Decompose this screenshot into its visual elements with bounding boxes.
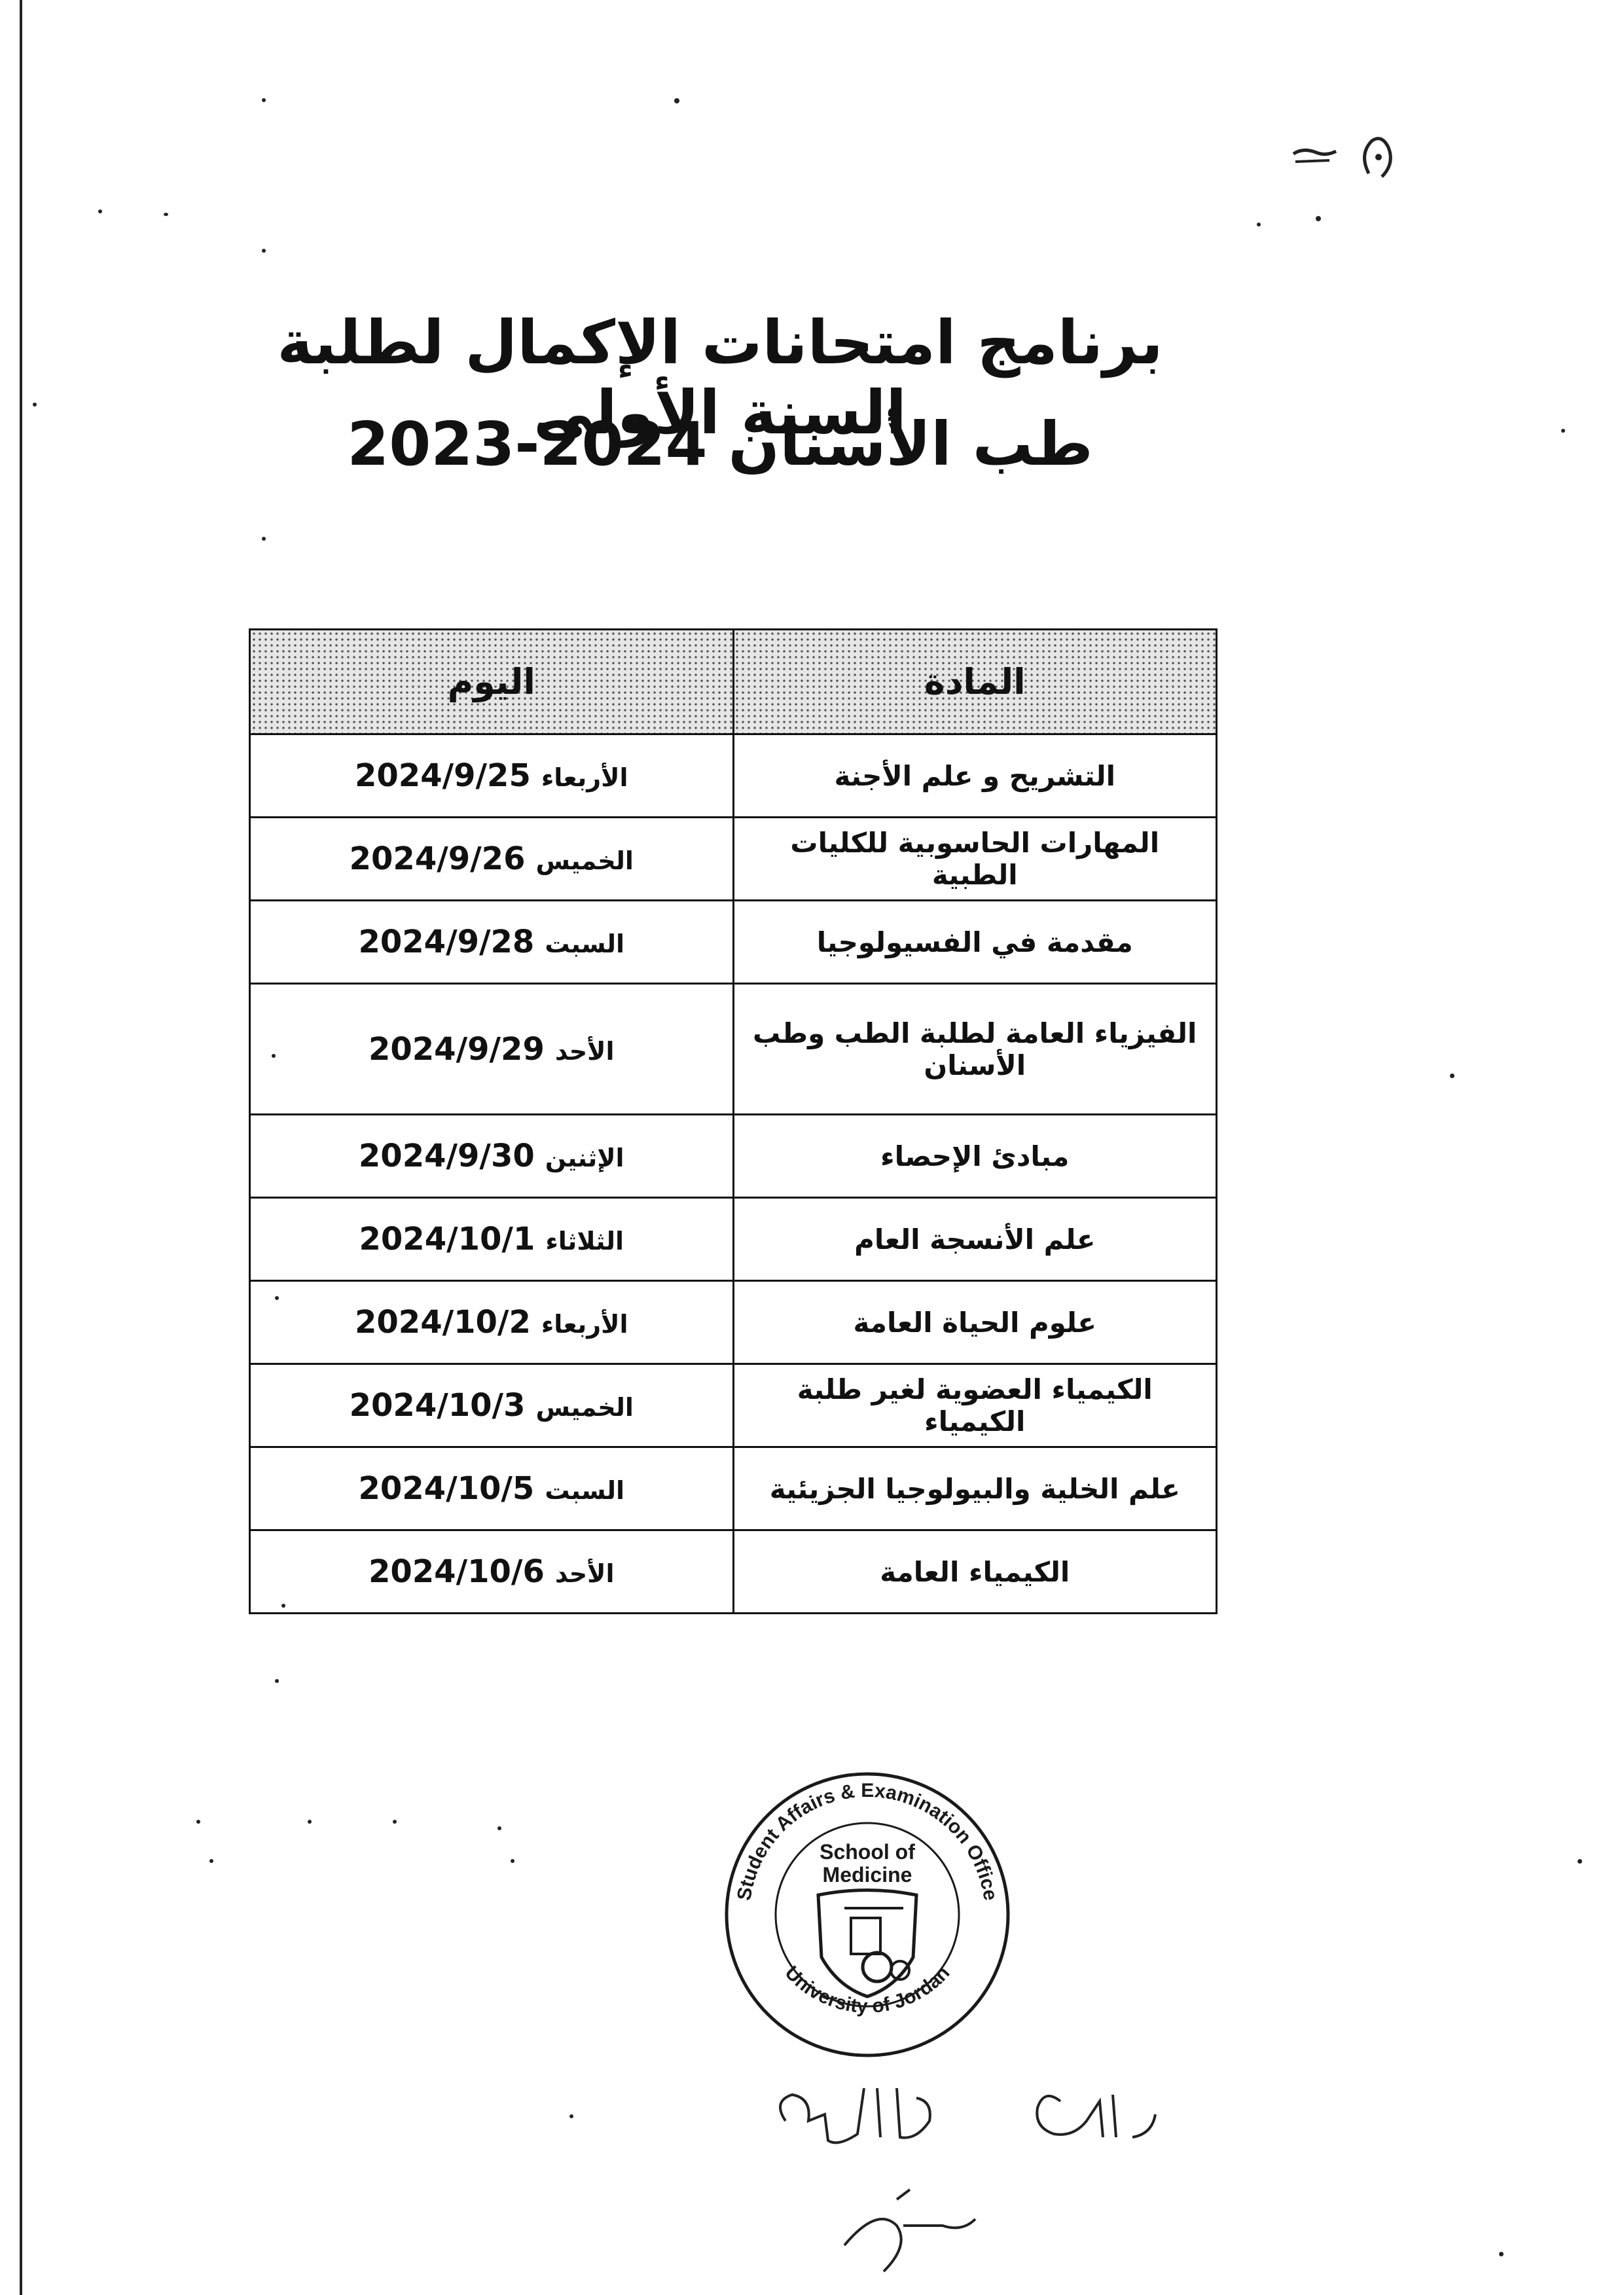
svg-text:University of Jordan xyxy=(780,1962,954,2017)
day-cell xyxy=(250,818,734,901)
title-faculty: طب الأسنان xyxy=(728,409,1093,479)
subject-cell: مبادئ الإحصاء xyxy=(733,1115,1217,1198)
handwritten-signature xyxy=(746,2075,1172,2291)
scan-speck xyxy=(511,1859,514,1863)
exam-date: 2024/10/6 xyxy=(368,1553,545,1590)
header-day: اليوم xyxy=(250,630,734,734)
table-row xyxy=(250,1115,1217,1198)
scan-speck xyxy=(393,1820,397,1824)
exam-date: 2024/9/30 xyxy=(358,1138,535,1174)
exam-date: 2024/9/29 xyxy=(368,1030,545,1068)
exam-date: 2024/10/5 xyxy=(358,1470,535,1507)
scan-speck xyxy=(164,213,168,216)
table-row xyxy=(250,984,1217,1115)
stamp-bottom-text: University of Jordan xyxy=(780,1962,954,2017)
day-cell xyxy=(250,1447,734,1530)
scan-speck xyxy=(262,249,266,253)
scan-speck xyxy=(196,1820,200,1824)
day-cell xyxy=(250,1281,734,1364)
day-name: الخميس xyxy=(535,1393,634,1422)
table-row xyxy=(250,1281,1217,1364)
subject-cell: علوم الحياة العامة xyxy=(733,1281,1217,1364)
subject-cell: علم الخلية والبيولوجيا الجزيئية xyxy=(733,1447,1217,1530)
scan-speck xyxy=(275,1679,279,1683)
exam-date: 2024/9/25 xyxy=(355,757,531,794)
scan-speck xyxy=(262,98,266,102)
document-title-line2 xyxy=(196,409,1244,479)
day-name: السبت xyxy=(545,1476,625,1505)
table-row xyxy=(250,1198,1217,1281)
scan-speck xyxy=(209,1859,213,1863)
day-cell xyxy=(250,1115,734,1198)
day-name: السبت xyxy=(545,930,625,958)
day-name: الثلاثاء xyxy=(545,1227,624,1256)
scan-speck xyxy=(308,1820,312,1824)
exam-schedule-table xyxy=(249,628,1218,1614)
stamp-center-line1: School of xyxy=(820,1840,915,1864)
scan-speck xyxy=(1316,216,1321,221)
scan-speck xyxy=(98,209,102,213)
scan-speck xyxy=(569,2114,573,2118)
day-name: الأربعاء xyxy=(541,1310,628,1339)
header-subject: المادة xyxy=(733,630,1217,734)
table-row xyxy=(250,901,1217,984)
scan-speck xyxy=(1257,223,1261,226)
table-row xyxy=(250,1447,1217,1530)
table-row xyxy=(250,1364,1217,1447)
day-cell xyxy=(250,1530,734,1614)
day-name: الأحد xyxy=(554,1559,615,1588)
subject-cell: الكيمياء العامة xyxy=(733,1530,1217,1614)
scan-speck xyxy=(674,98,679,103)
stamp-center-line2: Medicine xyxy=(822,1863,912,1887)
document-title-line1: برنامج امتحانات الإكمال لطلبة السنة الأولى xyxy=(277,308,1163,448)
day-cell xyxy=(250,1364,734,1447)
subject-cell: المهارات الحاسوبية للكليات الطبية xyxy=(733,818,1217,901)
scan-speck xyxy=(33,403,37,407)
scan-speck xyxy=(497,1826,501,1830)
scan-speck xyxy=(262,537,266,541)
table-row xyxy=(250,734,1217,818)
exam-date: 2024/10/3 xyxy=(349,1387,526,1424)
exam-date: 2024/10/1 xyxy=(359,1221,535,1257)
exam-date: 2024/9/28 xyxy=(358,924,535,960)
subject-cell: مقدمة في الفسيولوجيا xyxy=(733,901,1217,984)
day-name: الخميس xyxy=(535,846,634,875)
exam-date: 2024/10/2 xyxy=(355,1304,531,1341)
subject-cell: الفيزياء العامة لطلبة الطب وطب الأسنان xyxy=(733,984,1217,1115)
subject-cell: الكيمياء العضوية لغير طلبة الكيمياء xyxy=(733,1364,1217,1447)
school-stamp xyxy=(713,1761,1021,2069)
page-edge xyxy=(20,0,22,2295)
scan-speck xyxy=(1561,429,1565,433)
day-name: الأحد xyxy=(554,1036,615,1066)
day-name: الأربعاء xyxy=(541,763,628,792)
day-cell xyxy=(250,734,734,818)
scan-speck xyxy=(1499,2252,1504,2256)
subject-cell: التشريح و علم الأجنة xyxy=(733,734,1217,818)
table-row xyxy=(250,1530,1217,1614)
scan-speck xyxy=(1450,1074,1454,1078)
subject-cell: علم الأنسجة العام xyxy=(733,1198,1217,1281)
table-row xyxy=(250,818,1217,901)
scan-speck xyxy=(1578,1859,1582,1864)
day-name: الإثنين xyxy=(545,1144,624,1172)
table-header-row xyxy=(250,630,1217,734)
day-cell xyxy=(250,901,734,984)
exam-date: 2024/9/26 xyxy=(349,840,526,877)
title-academic-year: 2023-2024 xyxy=(347,409,708,479)
day-cell xyxy=(250,984,734,1115)
day-cell xyxy=(250,1198,734,1281)
scribble-mark xyxy=(1290,128,1408,206)
stamp-ring-text: Student Affairs & Examination Office xyxy=(733,1779,1001,1902)
